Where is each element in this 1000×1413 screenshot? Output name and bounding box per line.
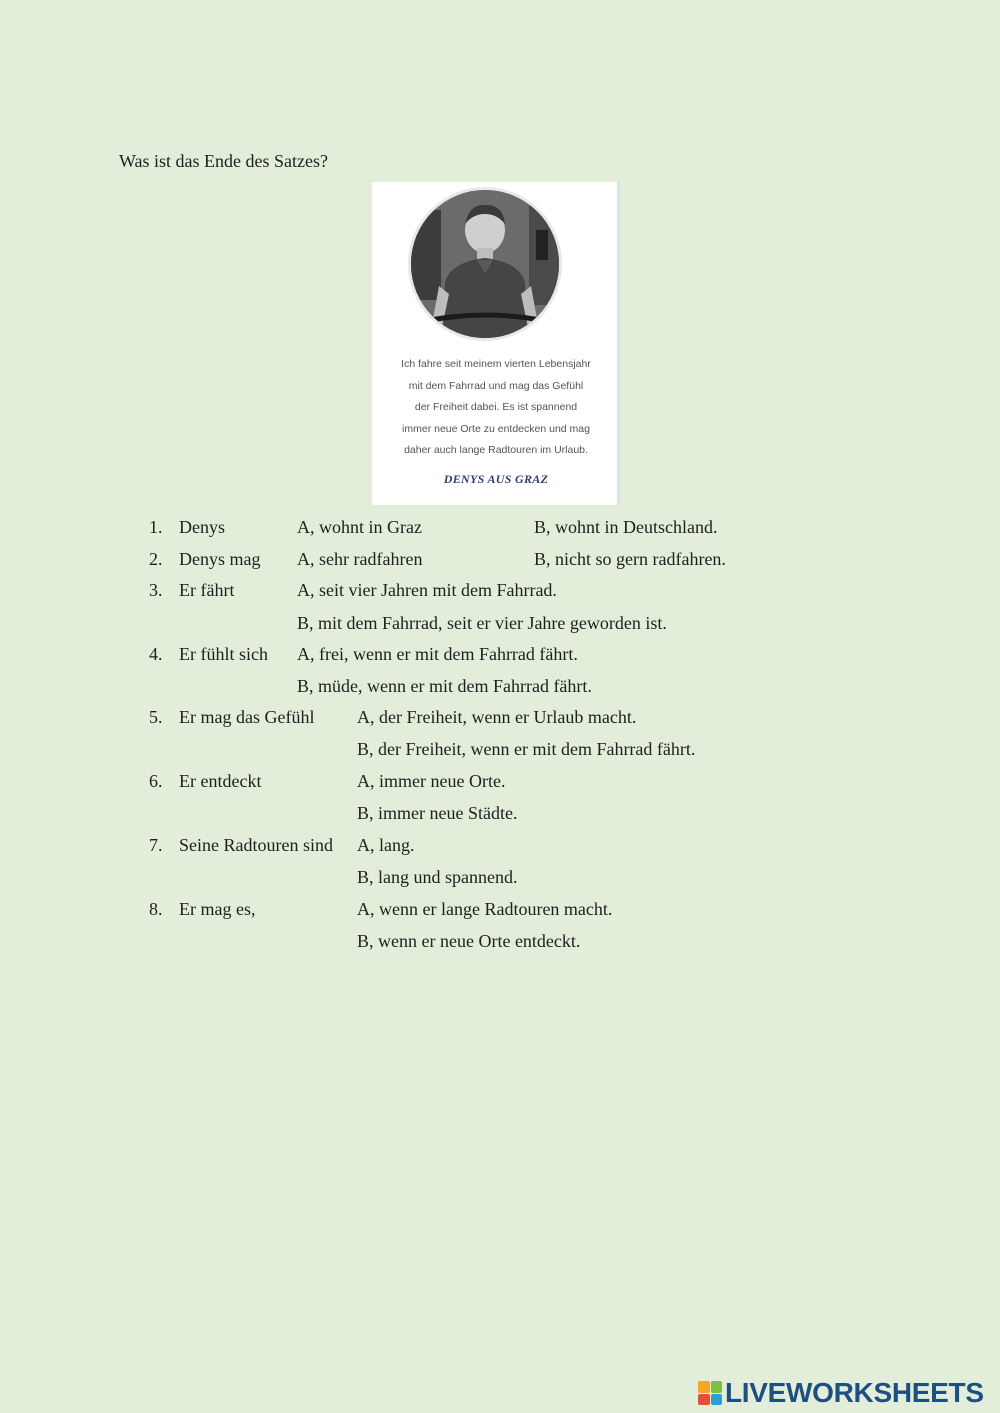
- logo-text: LIVEWORKSHEETS: [725, 1377, 984, 1408]
- option-a[interactable]: A, wohnt in Graz: [297, 517, 422, 537]
- question-number: 1.: [149, 517, 163, 537]
- option-b[interactable]: B, nicht so gern radfahren.: [534, 549, 726, 569]
- option-a[interactable]: A, frei, wenn er mit dem Fahrrad fährt.: [297, 644, 578, 664]
- prompt-text: Was ist das Ende des Satzes?: [119, 151, 328, 171]
- option-a[interactable]: A, lang.: [357, 835, 415, 855]
- testimonial-card: [372, 182, 620, 505]
- option-a[interactable]: A, immer neue Orte.: [357, 771, 506, 791]
- liveworksheets-logo: [698, 1376, 984, 1410]
- question-number: 4.: [149, 644, 163, 664]
- option-a[interactable]: A, sehr radfahren: [297, 549, 423, 569]
- testimonial-quote: [372, 354, 620, 462]
- question-stem: Denys: [179, 517, 225, 537]
- question-stem: Er fühlt sich: [179, 644, 268, 664]
- quote-line: der Freiheit dabei. Es ist spannend: [414, 401, 578, 413]
- question-stem: Er entdeckt: [179, 771, 262, 791]
- profile-photo: [408, 187, 562, 341]
- question-stem: Seine Radtouren sind: [179, 835, 333, 855]
- question-stem: Denys mag: [179, 549, 261, 569]
- question-number: 2.: [149, 549, 163, 569]
- question-number: 8.: [149, 899, 163, 919]
- testimonial-author: DENYS AUS GRAZ: [443, 472, 549, 486]
- option-a[interactable]: A, wenn er lange Radtouren macht.: [357, 899, 613, 919]
- option-b[interactable]: B, immer neue Städte.: [357, 803, 518, 823]
- option-b[interactable]: B, der Freiheit, wenn er mit dem Fahrrad fährt.: [357, 739, 696, 759]
- option-b[interactable]: B, wohnt in Deutschland.: [534, 517, 718, 537]
- question-stem: Er fährt: [179, 580, 235, 600]
- question-number: 7.: [149, 835, 163, 855]
- option-a[interactable]: A, seit vier Jahren mit dem Fahrrad.: [297, 580, 557, 600]
- logo-badge-cell: [698, 1394, 710, 1406]
- option-b[interactable]: B, lang und spannend.: [357, 867, 518, 887]
- option-b[interactable]: B, mit dem Fahrrad, seit er vier Jahre geworden ist.: [297, 613, 667, 633]
- question-number: 5.: [149, 707, 163, 727]
- option-b[interactable]: B, müde, wenn er mit dem Fahrrad fährt.: [297, 676, 592, 696]
- question-stem: Er mag das Gefühl: [179, 707, 315, 727]
- logo-badge-cell: [711, 1381, 723, 1393]
- question-number: 3.: [149, 580, 163, 600]
- question-number: 6.: [149, 771, 163, 791]
- quote-line: immer neue Orte zu entdecken und mag: [402, 422, 590, 435]
- option-a[interactable]: A, der Freiheit, wenn er Urlaub macht.: [357, 707, 637, 727]
- option-b[interactable]: B, wenn er neue Orte entdeckt.: [357, 931, 581, 951]
- logo-badge-cell: [698, 1381, 710, 1393]
- quote-line: mit dem Fahrrad und mag das Gefühl: [408, 379, 584, 392]
- person-photo-illustration: [411, 190, 559, 338]
- logo-badge-icon: [698, 1381, 722, 1405]
- question-stem: Er mag es,: [179, 899, 256, 919]
- quote-line: daher auch lange Radtouren im Urlaub.: [404, 444, 588, 456]
- quote-line: Ich fahre seit meinem vierten Lebensjahr: [401, 358, 591, 370]
- logo-badge-cell: [711, 1394, 723, 1406]
